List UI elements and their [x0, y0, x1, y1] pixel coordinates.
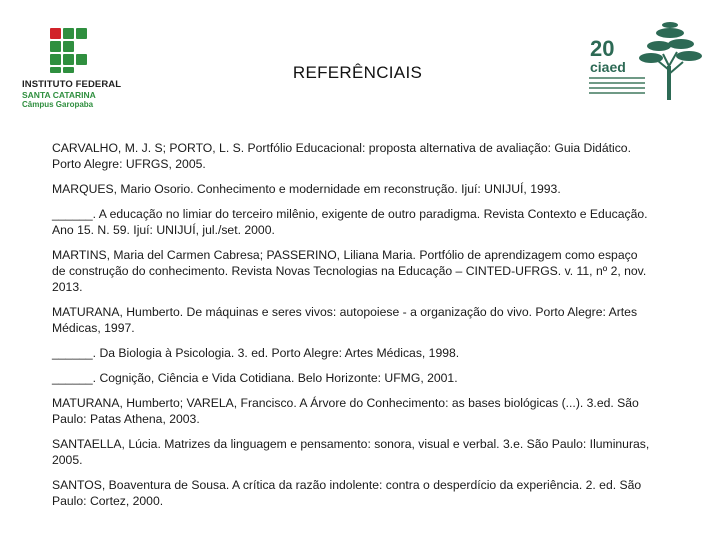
ifsc-line2: SANTA CATARINA: [22, 90, 96, 100]
reference-item: MARTINS, Maria del Carmen Cabresa; PASSERINO, Liliana Maria. Portfólio de aprendizagem como espaço de construção do conhecimento. Revista Novas Tecnologias na Educação – CINTED-UFRGS. v. 11, nº 2, nov. 2013.: [52, 248, 647, 294]
tree-icon: [637, 20, 703, 102]
reference-item: MATURANA, Humberto. De máquinas e seres vivos: autopoiese - a organização do vivo. Porto Alegre: Artes Médicas, 1997.: [52, 305, 638, 335]
reference-item: ______. A educação no limiar do terceiro milênio, exigente de outro paradigma. Revista Contexto e Educação. Ano 15. N. 59. Ijuí: UNIJUÍ, jul./set. 2000.: [52, 207, 648, 237]
ciaed-logo: [585, 20, 705, 105]
reference-item: MARQUES, Mario Osorio. Conhecimento e modernidade em reconstrução. Ijuí: UNIJUÍ, 1993.: [52, 182, 561, 196]
reference-item: CARVALHO, M. J. S; PORTO, L. S. Portfólio Educacional: proposta alternativa de avaliação: Guia Didático. Porto Alegre: UFRGS, 2005.: [52, 141, 631, 171]
reference-item: SANTOS, Boaventura de Sousa. A crítica da razão indolente: contra o desperdício da experiência. 2. ed. São Paulo: Cortez, 2000.: [52, 478, 642, 508]
reference-item: ______. Cognição, Ciência e Vida Cotidiana. Belo Horizonte: UFMG, 2001.: [52, 371, 458, 385]
ifsc-name: [22, 80, 122, 110]
ciaed-name: ciaed: [590, 59, 626, 75]
page-title: REFERÊNCIAIS: [292, 63, 423, 82]
ifsc-line1: INSTITUTO FEDERAL: [22, 79, 122, 90]
reference-item: SANTAELLA, Lúcia. Matrizes da linguagem e pensamento: sonora, visual e verbal. 3.e. São Paulo: Iluminuras, 2005.: [52, 437, 650, 467]
reference-item: MATURANA, Humberto; VARELA, Francisco. A Árvore do Conhecimento: as bases biológicas (...). 3.ed. São Paulo: Patas Athena, 2003.: [52, 396, 639, 426]
ciaed-number: 20: [590, 36, 615, 61]
reference-item: ______. Da Biologia à Psicologia. 3. ed. Porto Alegre: Artes Médicas, 1998.: [52, 346, 460, 360]
references-list: [52, 140, 652, 518]
ifsc-line3: Câmpus Garopaba: [22, 100, 94, 109]
